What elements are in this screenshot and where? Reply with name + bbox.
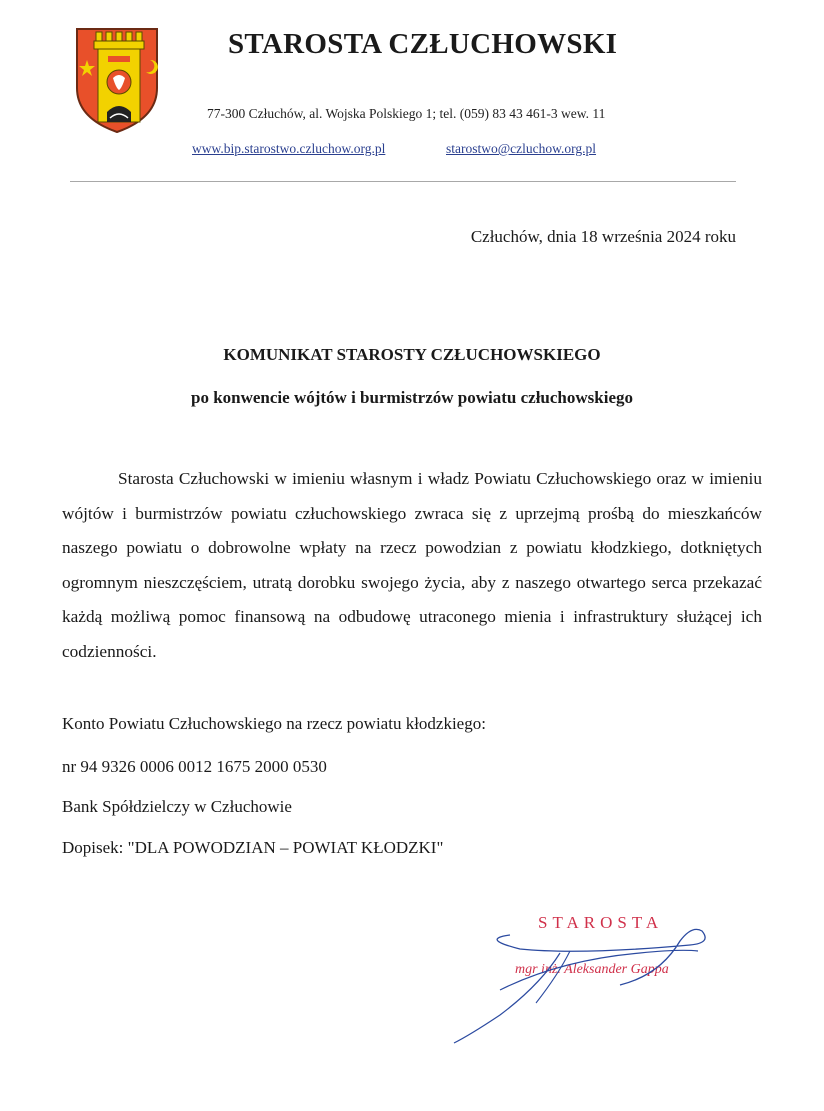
communique-subtitle: po konwencie wójtów i burmistrzów powiatu człuchowskiego [191, 388, 633, 407]
bank-name: Bank Spółdzielczy w Człuchowie [62, 797, 292, 816]
handwritten-signature [440, 915, 720, 1050]
communique-body: Starosta Człuchowski w imieniu własnym i władz Powiatu Człuchowskiego oraz w imieniu wójtów i burmistrzów powiatu człuchowskiego zwraca się z uprzejmą prośbą do mieszkańców naszego powiatu o dobrowolne wpłaty na rzecz powodzian z powiatu kłodzkiego, dotkniętych ogromnym nieszczęściem, utratą dorobku swojego życia, aby z naszego otwartego serca przekazać każdą możliwą pomoc finansową na odbudowę utraconego mienia i infrastruktury służącej ich codzienności. [62, 469, 762, 661]
website-link-wrapper [192, 141, 385, 157]
transfer-note: Dopisek: "DLA POWODZIAN – POWIAT KŁODZKI" [62, 838, 444, 857]
letter-date: Człuchów, dnia 18 września 2024 roku [470, 227, 736, 246]
stamp-signatory-name: mgr inż. Aleksander Gappa [515, 962, 669, 977]
email-link[interactable]: starostwo@czluchow.org.pl [446, 141, 597, 156]
email-link-wrapper [446, 141, 596, 157]
bank-account-number: nr 94 9326 0006 0012 1675 2000 0530 [62, 757, 327, 776]
office-address: 77-300 Człuchów, al. Wojska Polskiego 1; tel. (059) 83 43 461-3 wew. 11 [207, 106, 606, 121]
bank-account-label: Konto Powiatu Człuchowskiego na rzecz powiatu kłodzkiego: [62, 714, 486, 733]
office-name-heading: STAROSTA CZŁUCHOWSKI [228, 28, 618, 60]
website-link[interactable]: www.bip.starostwo.czluchow.org.pl [192, 141, 386, 156]
header-divider [70, 181, 736, 182]
coat-of-arms-emblem [74, 26, 160, 134]
communique-title: KOMUNIKAT STAROSTY CZŁUCHOWSKIEGO [223, 345, 601, 364]
stamp-title: STAROSTA [538, 913, 664, 932]
